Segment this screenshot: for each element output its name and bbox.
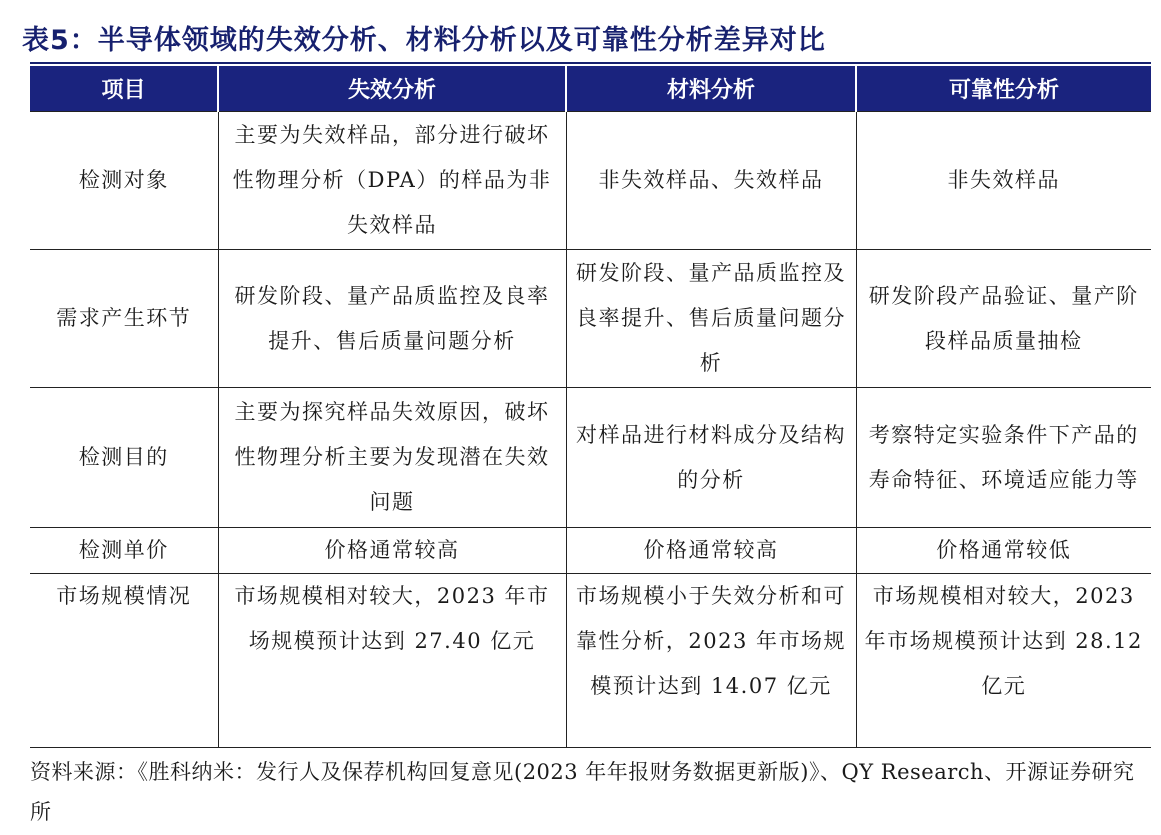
table-row: [30, 112, 1151, 250]
header-material-analysis: 材料分析: [566, 66, 856, 112]
row-label: 检测单价: [30, 528, 218, 574]
cell-failure: 主要为失效样品，部分进行破坏性物理分析（DPA）的样品为非失效样品: [218, 112, 566, 250]
cell-failure: 价格通常较高: [218, 528, 566, 574]
header-row: [30, 66, 1151, 112]
source-note: 资料来源：《胜科纳米：发行人及保荐机构回复意见(2023 年年报财务数据更新版)》、QY Research、开源证券研究所: [30, 760, 1135, 824]
row-label: 市场规模情况: [30, 574, 218, 748]
cell-reliability: 市场规模相对较大，2023 年市场规模预计达到 28.12 亿元: [856, 574, 1151, 748]
row-label: 检测目的: [30, 388, 218, 528]
cell-material: 非失效样品、失效样品: [566, 112, 856, 250]
comparison-table: [30, 66, 1151, 748]
cell-material: 对样品进行材料成分及结构的分析: [566, 388, 856, 528]
title-rule: [30, 62, 1151, 64]
cell-reliability: 考察特定实验条件下产品的寿命特征、环境适应能力等: [856, 388, 1151, 528]
row-label: 检测对象: [30, 112, 218, 250]
cell-failure: 市场规模相对较大，2023 年市场规模预计达到 27.40 亿元: [218, 574, 566, 748]
cell-failure: 研发阶段、量产品质监控及良率提升、售后质量问题分析: [218, 250, 566, 388]
table-row: [30, 250, 1151, 388]
header-failure-analysis: 失效分析: [218, 66, 566, 112]
cell-material: 价格通常较高: [566, 528, 856, 574]
cell-material: 研发阶段、量产品质监控及良率提升、售后质量问题分析: [566, 250, 856, 388]
table-row: [30, 528, 1151, 574]
header-item: 项目: [30, 66, 218, 112]
table-row: [30, 574, 1151, 748]
cell-failure: 主要为探究样品失效原因，破坏性物理分析主要为发现潜在失效问题: [218, 388, 566, 528]
cell-reliability: 研发阶段产品验证、量产阶段样品质量抽检: [856, 250, 1151, 388]
table-title: 表5：半导体领域的失效分析、材料分析以及可靠性分析差异对比: [22, 25, 826, 56]
cell-reliability: 价格通常较低: [856, 528, 1151, 574]
header-reliability-analysis: 可靠性分析: [856, 66, 1151, 112]
table-row: [30, 388, 1151, 528]
cell-material: 市场规模小于失效分析和可靠性分析，2023 年市场规模预计达到 14.07 亿元: [566, 574, 856, 748]
row-label: 需求产生环节: [30, 250, 218, 388]
cell-reliability: 非失效样品: [856, 112, 1151, 250]
